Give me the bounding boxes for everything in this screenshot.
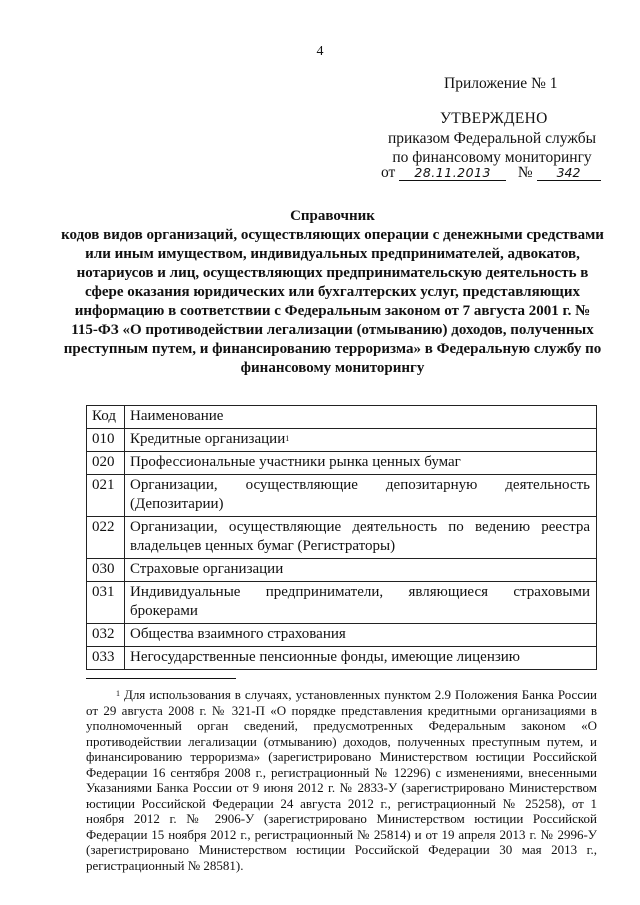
table-row: [87, 429, 597, 452]
order-line-1: приказом Федеральной службы: [387, 130, 597, 147]
title-heading: Справочник: [290, 208, 375, 224]
codes-table: [86, 405, 597, 670]
document-title: [60, 207, 605, 378]
row-name: [125, 582, 597, 624]
row-name: [125, 624, 597, 647]
row-name-text: Кредитные организации: [130, 431, 286, 447]
row-name-text: Организации, осуществляющие депозитарную деятельность (Депозитарии): [130, 477, 590, 512]
table-row: [87, 517, 597, 559]
row-name: [125, 517, 597, 559]
page-number: 4: [316, 44, 324, 59]
order-date-line: [381, 164, 601, 182]
table-row: [87, 559, 597, 582]
row-name-text: Негосударственные пенсионные фонды, имеющие лицензию: [130, 649, 520, 665]
row-code: 030: [87, 559, 125, 582]
appendix-label: Приложение № 1: [444, 75, 558, 92]
row-code: 022: [87, 517, 125, 559]
table-row: [87, 475, 597, 517]
table-row: [87, 647, 597, 670]
date-prefix: от: [381, 164, 396, 181]
row-code: 031: [87, 582, 125, 624]
row-code: 021: [87, 475, 125, 517]
row-name-text: Индивидуальные предприниматели, являющиеся страховыми брокерами: [130, 584, 590, 619]
row-name-text: Профессиональные участники рынка ценных бумаг: [130, 454, 461, 470]
title-body: кодов видов организаций, осуществляющих операции с денежными средствами или иным имуществом, индивидуальных предпринимателей, адвокатов, нотариусов и лиц, осуществляющих предпринимательскую деятельность в сфере оказания юридических или бухгалтерских услуг, представляющих информацию в соответствии с Федеральным законом от 7 августа 2001 г. № 115-ФЗ «О противодействии легализации (отмыванию) доходов, полученных преступным путем, и финансированию терроризма» в Федеральную службу по финансовому мониторингу: [61, 227, 604, 376]
order-line-2: по финансовому мониторингу: [392, 149, 592, 166]
row-code: 010: [87, 429, 125, 452]
order-date-handwritten: 28.11.2013: [399, 166, 506, 181]
row-code: 033: [87, 647, 125, 670]
approved-stamp-text: УТВЕРЖДЕНО: [440, 110, 548, 127]
row-name: [125, 475, 597, 517]
row-name: [125, 429, 597, 452]
header-code: Код: [87, 406, 125, 429]
row-name: [125, 559, 597, 582]
row-name: [125, 647, 597, 670]
order-number-handwritten: 342: [537, 166, 601, 181]
footnote-divider: [86, 678, 236, 679]
number-prefix: №: [517, 164, 533, 181]
footnote-marker: 1: [116, 689, 120, 698]
row-code: 020: [87, 452, 125, 475]
table-header-row: [87, 406, 597, 429]
footnote-text: Для использования в случаях, установленных пунктом 2.9 Положения Банка России от 29 августа 2008 г. № 321-П «О порядке представления кредитными организациями в уполномоченный орган сведений, предусмотренных Федеральным законом «О противодействии легализации (отмыванию) доходов, полученных преступным путем, и финансированию терроризма» (зарегистрировано Министерством юстиции Российской Федерации 16 сентября 2008 г., регистрационный № 12296) с изменениями, внесенными Указаниями Банка России от 9 июня 2012 г. № 2833-У (зарегистрировано Министерством юстиции Российской Федерации 24 августа 2012 г., регистрационный № 25258), от 1 ноября 2012 г. № 2906-У (зарегистрировано Министерством юстиции Российской Федерации 15 ноября 2012 г., регистрационный № 25814) и от 19 апреля 2013 г. № 2996-У (зарегистрировано Министерством юстиции Российской Федерации 30 мая 2013 г., регистрационный № 28581).: [86, 687, 598, 873]
order-reference: [386, 129, 598, 167]
row-code: 032: [87, 624, 125, 647]
row-name-text: Страховые организации: [130, 561, 284, 577]
table-row: [87, 624, 597, 647]
footnote-reference: 1: [285, 434, 290, 443]
table-row: [87, 582, 597, 624]
row-name-text: Общества взаимного страхования: [130, 626, 346, 642]
row-name-text: Организации, осуществляющие деятельность по ведению реестра владельцев ценных бумаг (Регистраторы): [130, 519, 590, 554]
header-name: Наименование: [125, 406, 597, 429]
table-row: [87, 452, 597, 475]
footnote: [86, 687, 597, 873]
row-name: [125, 452, 597, 475]
